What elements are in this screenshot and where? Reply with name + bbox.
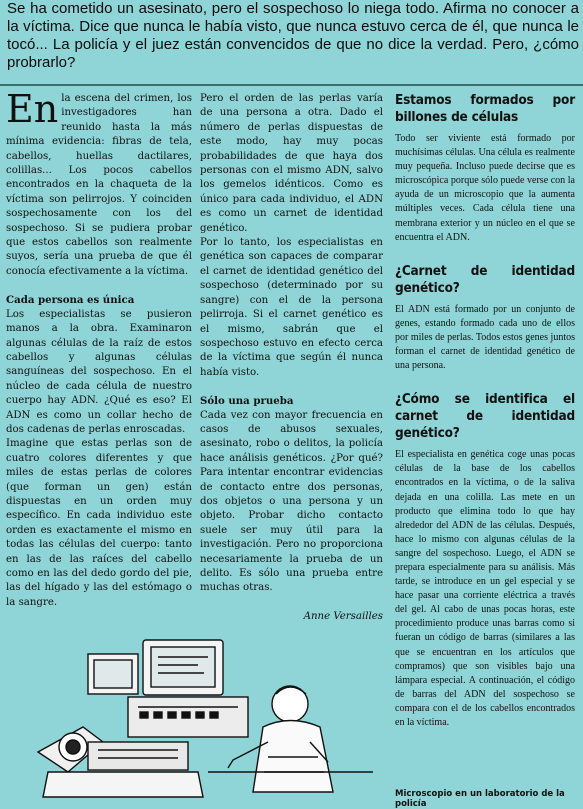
sidebar-block — [395, 92, 575, 245]
sidebar-text: Todo ser viviente está formado por muchísimas células. Una célula es realmente muy pequeña. Incluso puede decirse que es microscópica porque sólo puede verse con la ayuda de un microscopio que la aumenta múltiples veces. Cada célula tiene una membrana exterior y un núcleo en el que se encuentra el ADN. — [395, 133, 575, 243]
microscope-illustration — [28, 632, 378, 802]
sidebar-text: El especialista en genética coge unas pocas células de la base de los cabellos encontrados en la víctima, o de la saliva dejada en una colilla. Las mete en un producto que elimina todo lo que hay alrededor del ADN de las células. Después, hace lo mismo con algunas células de la sangre del sospechoso. Luego, el ADN se prepara especialmente para su análisis. Más tarde, se introduce en un gel especial y se hace pasar una corriente eléctrica a través del gel. Al cabo de unas pocas horas, este procedimiento produce unas barras como si fueran un código de barras (similares a las que se encuentran en los artículos que compramos) que son visibles bajo una lámpara especial. A continuación, el código de barras del ADN del sospechoso se compara con el de los cabellos encontrados en la víctima. — [395, 449, 575, 728]
sidebar-heading: ¿Cómo se identifica el carnet de identidad genético? — [395, 391, 575, 442]
sidebar-block — [395, 391, 575, 730]
paragraph: Imagine que estas perlas son de cuatro colores diferentes y que miles de estas perlas de colores (que forman un gen) están dispuestas en un orden muy específico. En cada individuo este orden es exactamente el mismo en todas las células del cuerpo: tanto en las de las raíces del cabello como en las del dedo gordo del pie, las del hígado y las del estómago o la sangre. — [6, 438, 192, 608]
header-divider — [0, 84, 583, 86]
sidebar-block — [395, 263, 575, 373]
author-signature: Anne Versailles — [303, 610, 383, 622]
section-subhead: Sólo una prueba — [200, 395, 294, 408]
paragraph: Cada vez con mayor frecuencia en casos de abusos sexuales, asesinato, robo o delitos, la policía hace análisis genéticos. ¿Por qué? Para intentar encontrar evidencias de contacto entre dos personas, dos objetos o una persona y un objeto. Probar dicho contacto suele ser muy útil para la investigación. Pero no proporciona necesariamente la prueba de un delito. Es sólo una prueba entre muchas otras. — [200, 409, 383, 594]
section-subhead: Cada persona es única — [6, 294, 135, 307]
article-intro: Se ha cometido un asesinato, pero el sospechoso lo niega todo. Afirma no conocer a la víctima. Dice que nunca le había visto, que nunca estuvo cerca de él, que nunca le tocó... La policía y el juez están convencidos de que no dice la verdad. Pero, ¿cómo probrarlo? — [7, 0, 579, 71]
column-1 — [6, 87, 192, 610]
sidebar-heading: ¿Carnet de identidad genético? — [395, 262, 575, 296]
sidebar-heading: Estamos formados por billones de células — [395, 92, 575, 125]
paragraph: Los especialistas se pusieron manos a la obra. Examinaron algunas células de la raíz de estos cabellos y algunas células sanguíneas del sospechoso. En el núcleo de cada célula de nuestro cuerpo hay ADN. ¿Qué es eso? El ADN es como un collar hecho de dos cadenas de perlas enroscadas. — [6, 308, 192, 435]
sidebar-column — [395, 92, 575, 748]
sidebar-text: El ADN está formado por un conjunto de genes, estando formado cada uno de ellos por miles de perlas. Todos estos genes juntos forman el carnet de identidad genético de una persona. — [395, 303, 575, 372]
image-caption: Microscopio en un laboratorio de la policía — [395, 789, 565, 809]
column-2 — [200, 92, 383, 624]
paragraph-text: la escena del crimen, los investigadores han reunido hasta la más mínima evidencia: fibras de tela, cabellos, huellas dactilares, colillas... Los pocos cabellos encontrados en la chaqueta de la víctima son pelirrojos. Y coinciden sospechosamente con los del sospechoso. Si se pudiera probar que estos cabellos son realmente suyos, sería una prueba de que él conocía efectivamente a la víctima. — [6, 93, 192, 277]
paragraph: Pero el orden de las perlas varía de una persona a otra. Dado el número de perlas dispuestas de este modo, hay muy pocas probabilidades de que haya dos personas con el mismo ADN, salvo los gemelos idénticos. Como es único para cada individuo, el ADN es como un carnet de identidad genético. — [200, 93, 383, 234]
paragraph: Por lo tanto, los especialistas en genética son capaces de comparar el carnet de identidad genético del sospechoso (determinado por su sangre) con el de la persona pelirroja. Si el carnet genético es el mismo, sabrán que el sospechoso estuvo en efecto cerca de la víctima que según él nunca había visto. — [200, 237, 383, 378]
drop-cap: En — [6, 87, 59, 131]
paragraph — [6, 87, 192, 279]
